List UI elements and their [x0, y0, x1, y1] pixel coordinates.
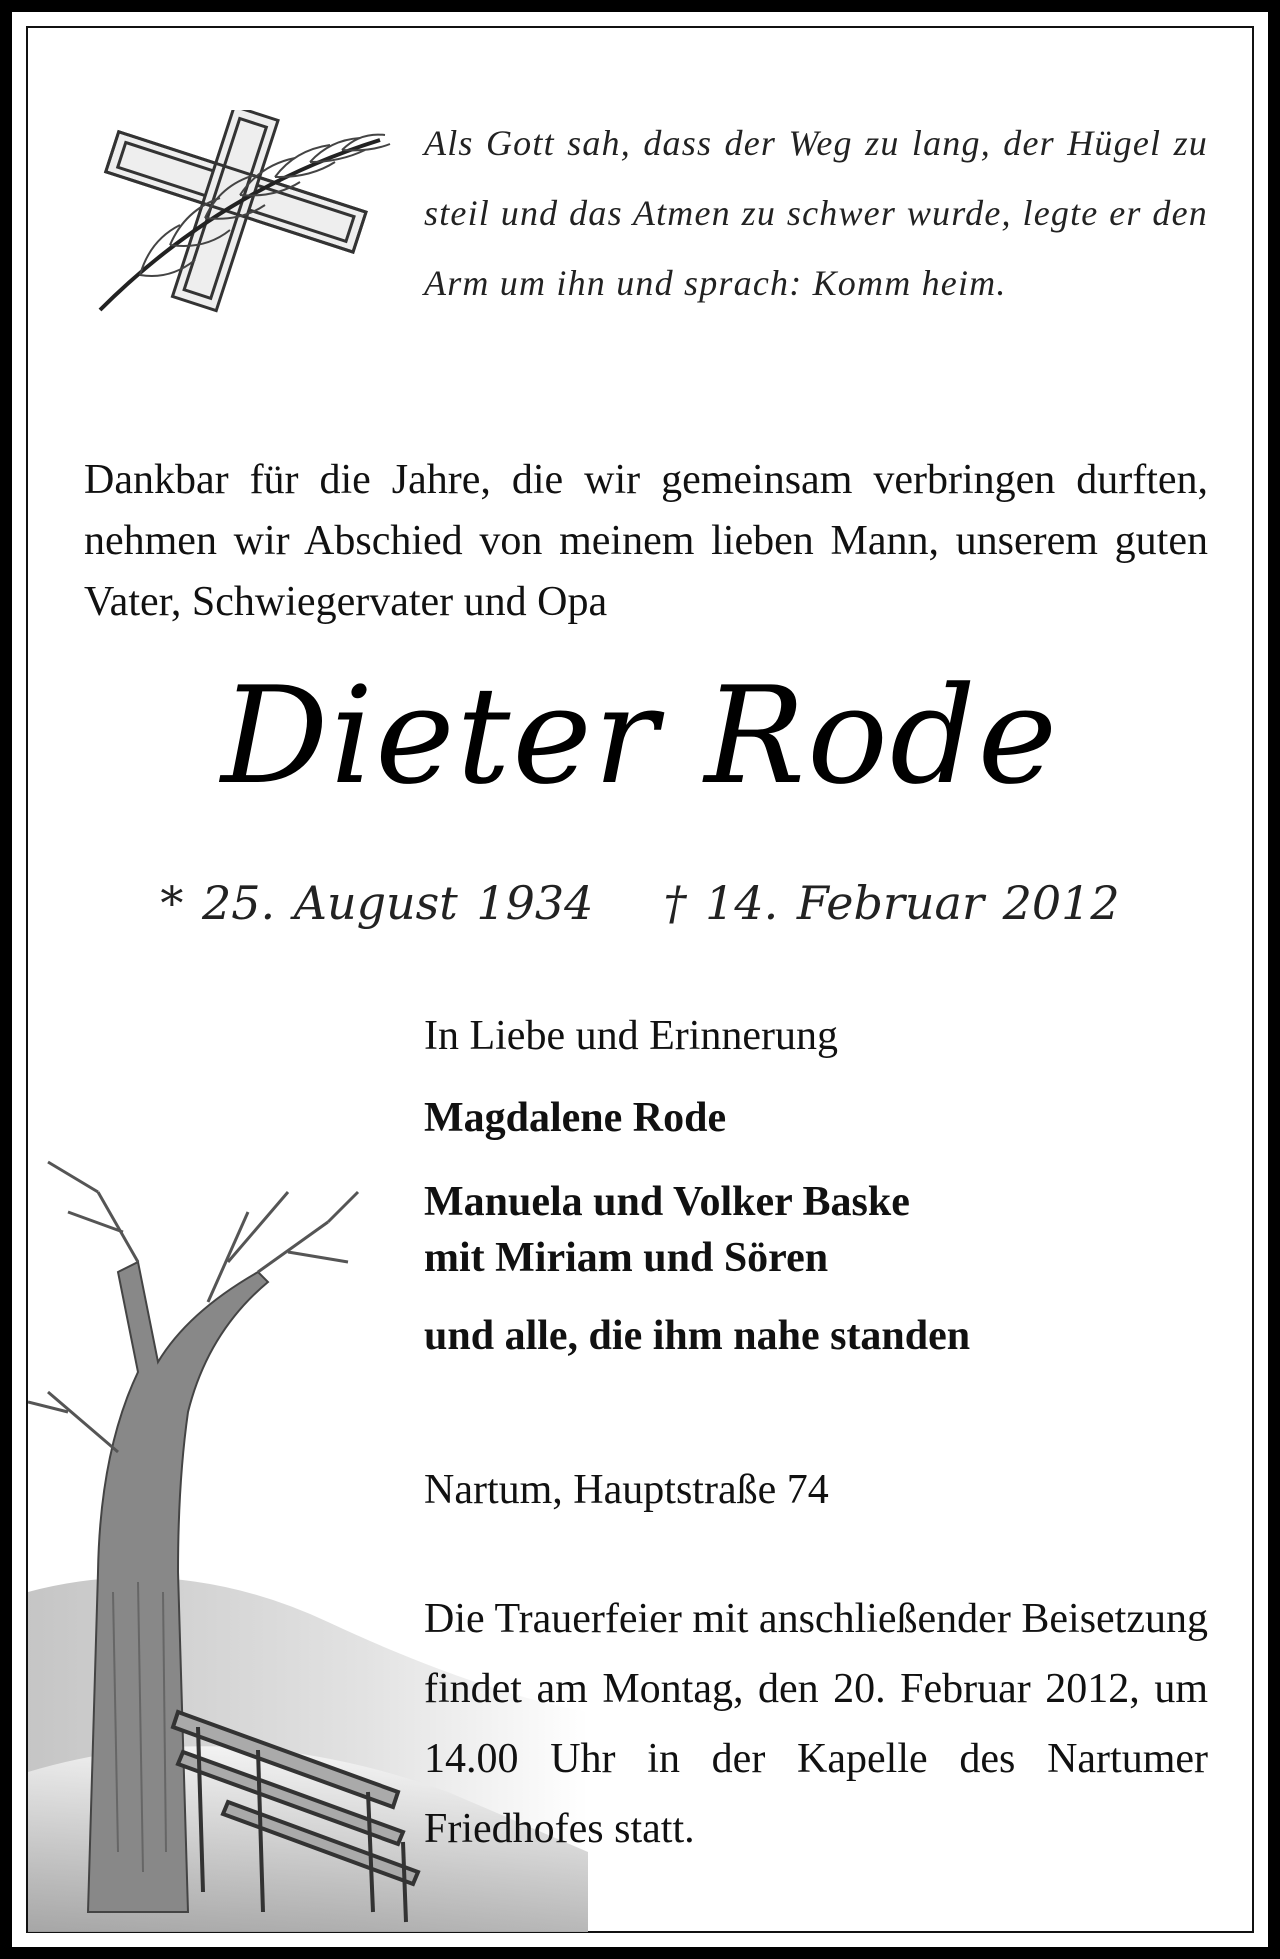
birth-date: * 25. August 1934 — [160, 876, 594, 930]
death-date: † 14. Februar 2012 — [663, 876, 1120, 930]
intro-text: Dankbar für die Jahre, die wir gemeinsam verbringen durften, nehmen wir Abschied von meinem lieben Mann, unserem guten Vater, Schwiegervater und Opa — [84, 457, 1208, 625]
poem-verse: Als Gott sah, dass der Weg zu lang, der Hügel zu steil und das Atmen zu schwer wurde, legte er den Arm um ihn und sprach: Komm heim. — [424, 123, 1208, 303]
life-dates — [12, 876, 1268, 930]
memory-line: In Liebe und Erinnerung — [424, 1013, 839, 1059]
family-others: und alle, die ihm nahe standen — [424, 1313, 971, 1359]
address: Nartum, Hauptstraße 74 — [424, 1467, 829, 1513]
family-children — [424, 1174, 1208, 1286]
cross-with-palm-icon — [80, 110, 410, 320]
deceased-name: Dieter Rode — [220, 658, 1060, 814]
family-children-line2: mit Miriam und Sören — [424, 1235, 829, 1281]
family-wife: Magdalene Rode — [424, 1095, 727, 1141]
family-children-line1: Manuela und Volker Baske — [424, 1179, 910, 1225]
obituary-notice — [12, 12, 1268, 1947]
service-info: Die Trauerfeier mit anschließender Beisetzung findet am Montag, den 20. Februar 2012, um 14.00 Uhr in der Kapelle des Nartumer Friedhofes statt. — [424, 1596, 1208, 1852]
